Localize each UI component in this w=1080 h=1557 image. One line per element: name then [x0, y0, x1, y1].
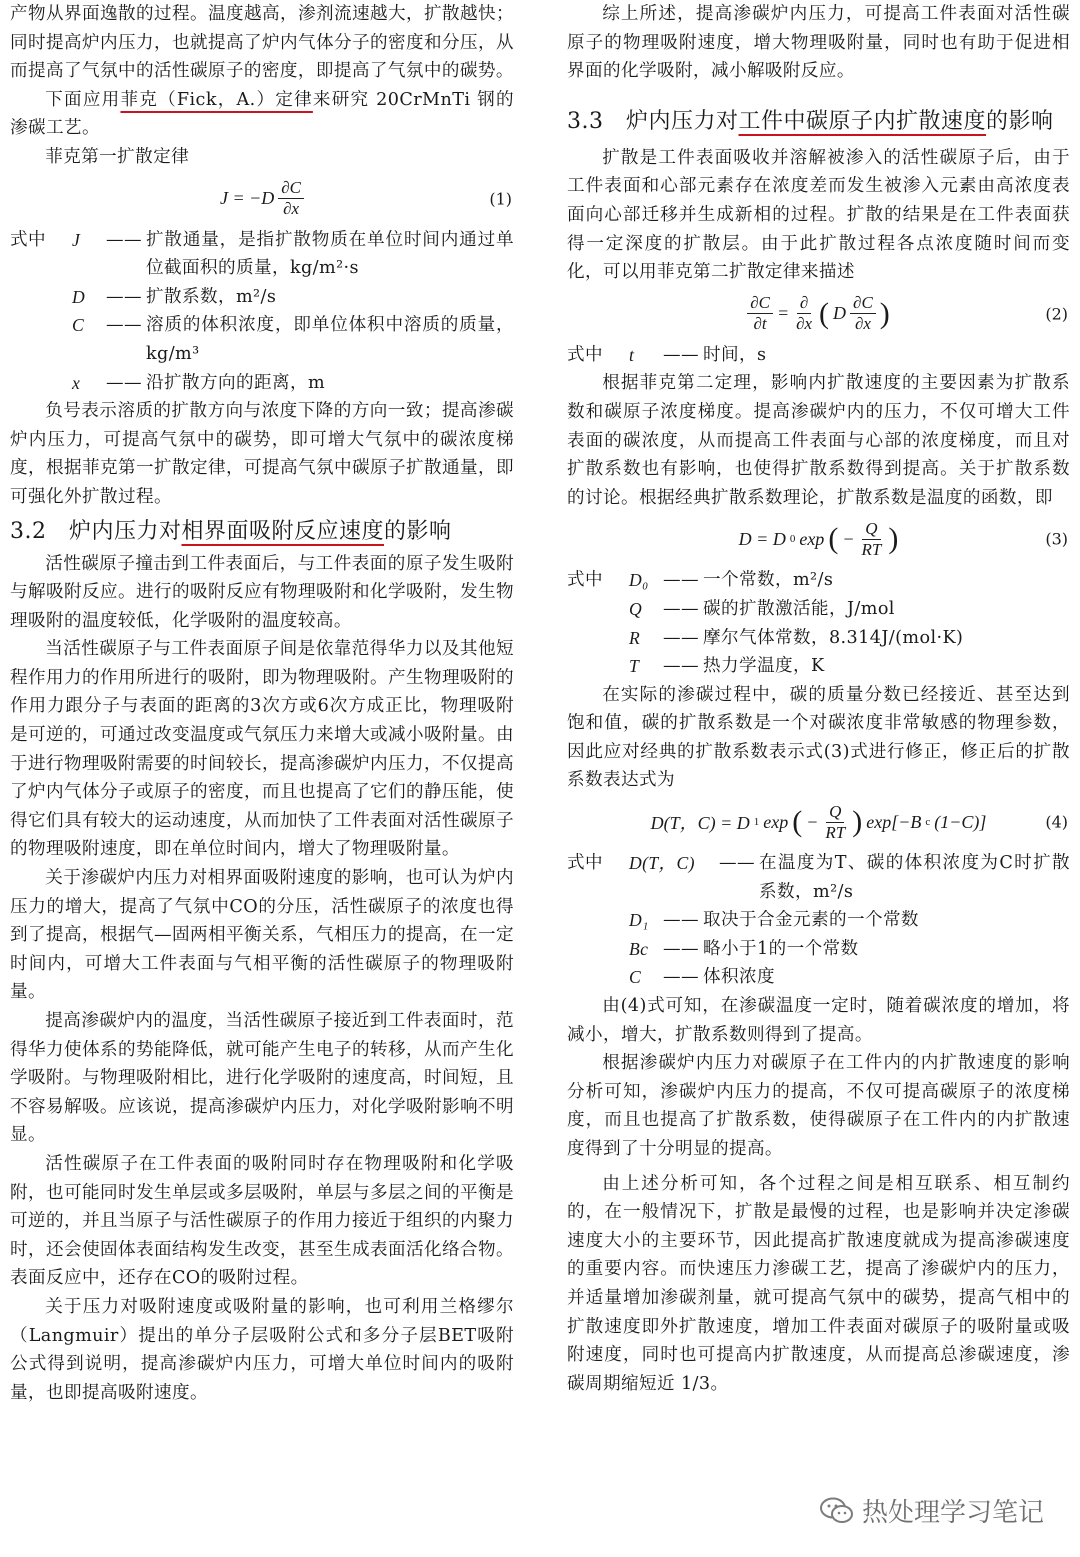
paragraph: 在实际的渗碳过程中，碳的质量分数已经接近、甚至达到饱和值，碳的扩散系数是一个对碳浓度非常敏感的物理参数，因此应对经典的扩散系数表示式(3)式进行修正，修正后的扩散系数表达式为	[567, 684, 1070, 791]
definition-text: 取决于合金元素的一个常数	[703, 910, 919, 931]
definition-text: 略小于1的一个常数	[703, 938, 859, 959]
definition-dash: ——	[106, 315, 142, 336]
definition-dash: ——	[663, 344, 699, 365]
definition-symbol: x	[72, 372, 81, 393]
definition-lead: 式中	[567, 853, 603, 874]
paragraph: 当活性碳原子与工件表面原子间是依靠范得华力以及其他短程作用力的作用所进行的吸附，即为物理吸附。产生物理吸附的作用力跟分子与表面的距离的3次方或6次方成正比，物理吸附是可逆的，可通过改变温度或气氛压力来增大或减小吸附量。由于进行物理吸附需要的时间较长，提高渗碳炉内压力，不仅提高了炉内气体分子或原子的密度，而且也提高了它们的静压能，使得它们具有较大的运动速度，从而加快了工件表面对活性碳原子的物理吸附速度，即在单位时间内，增大了物理吸附量。	[10, 639, 514, 860]
symbol-definitions	[567, 906, 1070, 992]
paragraph	[10, 86, 514, 143]
definition-row	[10, 226, 514, 283]
paragraph: 根据渗碳炉内压力对碳原子在工件内的内扩散速度的影响分析可知，渗碳炉内压力的提高，不仅可提高碳原子的浓度梯度，而且也提高了扩散系数，使得碳原子在工件内的内扩散速度得到了十分明显的提高。	[567, 1053, 1070, 1159]
definition-dash: ——	[106, 372, 142, 393]
definition-dash: ——	[663, 967, 699, 988]
definition-text: 时间，s	[703, 344, 767, 365]
heading-highlight: 相界面吸附反应速度	[181, 518, 385, 544]
symbol-definitions	[10, 226, 514, 398]
definition-text: 一个常数，m²/s	[703, 570, 834, 591]
definition-row	[10, 283, 514, 312]
definition-dash: ——	[663, 598, 699, 619]
definition-text: 溶质的体积浓度，即单位体积中溶质的质量，kg/m³	[146, 315, 514, 364]
paragraph: 关于渗碳炉内压力对相界面吸附速度的影响，也可认为炉内压力的增大，提高了气氛中CO的分压，活性碳原子的浓度也得到了提高，根据气—固两相平衡关系，气相压力的提高，在一定时间内，可增大工件表面与气相平衡的活性碳原子的物理吸附量。	[10, 868, 514, 1003]
paragraph: 提高渗碳炉内的温度，当活性碳原子接近到工件表面时，范得华力使体系的势能降低，就可能产生电子的转移，从而产生化学吸附。与物理吸附相比，进行化学吸附的速度高，时间短，且不容易解吸。应该说，提高渗碳炉内压力，对化学吸附影响不明显。	[10, 1011, 514, 1146]
definition-lead	[10, 283, 72, 312]
definition-row	[567, 595, 1070, 624]
definition-lead	[567, 624, 629, 653]
definition-row	[567, 566, 1070, 595]
definition-lead	[567, 595, 629, 624]
definition-dash: ——	[663, 570, 699, 591]
definition-text: 在温度为T、碳的体积浓度为C时扩散系数，m²/s	[759, 853, 1070, 902]
text-run: 来研究 20CrMnTi 钢的渗碳工艺。	[10, 89, 514, 139]
definition-symbol: C	[629, 967, 642, 988]
definition-symbol: C	[72, 315, 85, 336]
heading-highlight: 工件中碳原子内扩散速度	[738, 108, 987, 134]
definition-symbol: D	[72, 286, 86, 307]
paragraph: 关于压力对吸附速度或吸附量的影响，也可利用兰格缪尔（Langmuir）提出的单分子层吸附公式和多分子层BET吸附公式得到说明，提高渗碳炉内压力，可增大单位时间内的吸附量，也即提高吸附速度。	[10, 1296, 514, 1403]
definition-text: 扩散通量，是指扩散物质在单位时间内通过单位截面积的质量，kg/m²·s	[146, 229, 514, 279]
definition-symbol: Bc	[629, 938, 649, 959]
paragraph: 综上所述，提高渗碳炉内压力，可提高工件表面对活性碳原子的物理吸附速度，增大物理吸附量，同时也有助于促进相界面的化学吸附，减小解吸附反应。	[567, 4, 1070, 82]
heading-text: 3.3 炉内压力对	[567, 108, 739, 134]
definition-row	[567, 963, 1070, 992]
definition-row	[567, 906, 1070, 935]
paragraph: 负号表示溶质的扩散方向与浓度下降的方向一致；提高渗碳炉内压力，可提高气氛中的碳势，即可增大气氛中的碳浓度梯度，根据菲克第一扩散定律，可提高气氛中碳原子扩散通量，即可强化外扩散过程。	[10, 401, 514, 507]
definition-row	[567, 935, 1070, 964]
symbol-definitions	[567, 341, 1070, 370]
definition-symbol: T	[629, 656, 640, 677]
symbol-definitions	[567, 566, 1070, 680]
definition-dash: ——	[663, 656, 699, 677]
watermark-text: 热处理学习笔记	[861, 1498, 1044, 1528]
paragraph: 产物从界面逸散的过程。温度越高，渗剂流速越大，扩散越快；同时提高炉内压力，也就提高了炉内气体分子的密度和分压，从而提高了气氛中的活性碳原子的密度，即提高了气氛中的碳势。	[10, 4, 514, 82]
definition-text: 碳的扩散激活能，J/mol	[703, 598, 895, 619]
heading-text: 的影响	[384, 518, 452, 544]
paragraph: 由上述分析可知，各个过程之间是相互联系、相互制约的，在一般情况下，扩散是最慢的过程，也是影响并决定渗碳速度大小的主要环节，因此提高扩散速度就成为提高渗碳速度的重要内容。而快速压力渗碳工艺，提高了渗碳炉内的压力，并适量增加渗碳剂量，就可提高气氛中的碳势，提高气相中的扩散速度即外扩散速度，增加工件表面对碳原子的吸附量或吸附速度，同时也可提高内扩散速度，从而提高总渗碳速度，渗碳周期缩短近 1/3。	[567, 1173, 1070, 1394]
paragraph: 活性碳原子撞击到工件表面后，与工件表面的原子发生吸附与解吸附反应。进行的吸附反应有物理吸附和化学吸附，发生物理吸附的温度较低，化学吸附的温度较高。	[10, 553, 514, 631]
definition-symbol: R	[629, 627, 641, 648]
equation-4: D(T，C) = D 1 exp ( − $\frac{Q}{RT}$ ) exp[−B c (1−C)] (4)	[650, 801, 1068, 842]
section-heading-3-3	[567, 104, 1070, 140]
right-column	[567, 0, 1070, 1398]
definition-text: 摩尔气体常数，8.314J/(mol·K)	[703, 627, 964, 648]
left-column	[10, 0, 514, 1407]
definition-row	[567, 652, 1070, 681]
equation-number: (2)	[1045, 304, 1068, 324]
equation-1: J = −D $\frac{\partial C}{\partial x}$ (1)	[219, 178, 512, 219]
definition-lead: 式中	[10, 229, 46, 250]
paragraph: 根据菲克第二定理，影响内扩散速度的主要因素为扩散系数和碳原子浓度梯度。提高渗碳炉内的压力，不仅可增大工件表面的碳浓度，从而提高工件表面与心部的浓度梯度，而且对扩散系数也有影响，也使得扩散系数得到提高。关于扩散系数的讨论。根据经典扩散系数理论，扩散系数是温度的函数，即	[567, 373, 1070, 508]
heading-text: 3.2 炉内压力对	[10, 518, 182, 544]
definition-lead	[567, 652, 629, 681]
paragraph: 扩散是工件表面吸收并溶解被渗入的活性碳原子后，由于工件表面和心部元素存在浓度差而发生被渗入元素由高浓度表面向心部迁移并生成新相的过程。扩散的结果是在工件表面获得一定深度的扩散层。由于此扩散过程各点浓度随时间而变化，可以用菲克第二扩散定律来描述	[567, 147, 1070, 283]
definition-symbol: D₁	[629, 910, 649, 931]
equation-number: (1)	[489, 189, 512, 209]
definition-lead: 式中	[567, 344, 603, 365]
definition-text: 热力学温度，K	[703, 656, 825, 677]
definition-text: 扩散系数，m²/s	[146, 286, 277, 307]
definition-row: 式中 D(T，C) —— 在温度为T、碳的体积浓度为C时扩散系数，m²/s	[567, 849, 1070, 906]
text-run: 下面应用	[45, 89, 121, 110]
definition-dash: ——	[106, 229, 142, 250]
equation-number: (3)	[1045, 529, 1068, 549]
paragraph: 由(4)式可知，在渗碳温度一定时，随着碳浓度的增加，将减小，增大，扩散系数则得到了提高。	[567, 996, 1070, 1045]
definition-text: 体积浓度	[703, 967, 775, 988]
section-heading-3-2	[10, 514, 514, 550]
definition-lead	[567, 935, 629, 964]
paragraph: 活性碳原子在工件表面的吸附同时存在物理吸附和化学吸附，也可能同时发生单层或多层吸附，单层与多层之间的平衡是可逆的，并且当原子与活性碳原子的作用力接近于组织的内聚力时，还会使固体表面结构发生改变，甚至生成表面活化络合物。表面反应中，还存在CO的吸附过程。	[10, 1153, 514, 1289]
definition-row	[567, 624, 1070, 653]
definition-dash: ——	[106, 286, 142, 307]
definition-row	[10, 369, 514, 398]
definition-text: 沿扩散方向的距离，m	[146, 372, 326, 393]
fick-law-highlight: 菲克（Fick，A.）定律	[120, 89, 313, 110]
definition-row	[10, 311, 514, 368]
definition-symbol: D₀	[629, 570, 649, 591]
definition-symbol: J	[72, 229, 81, 250]
definition-row	[567, 341, 1070, 370]
definition-dash: ——	[663, 627, 699, 648]
equation-2: $\frac{\partial C}{\partial t}$ = $\frac{\partial}{\partial x}$ ( D $\frac{\partial C}{\partial x}$ ) (2)	[567, 287, 1070, 341]
definition-dash: ——	[663, 938, 699, 959]
definition-lead	[10, 311, 72, 368]
definition-lead: 式中	[567, 570, 603, 591]
symbol-definitions	[567, 849, 1070, 906]
watermark	[820, 1492, 1044, 1529]
definition-symbol: D(T，C)	[629, 853, 695, 874]
equation-number: (4)	[1045, 812, 1068, 832]
paragraph: 菲克第一扩散定律	[45, 146, 190, 167]
definition-lead	[567, 906, 629, 935]
equation-3: D = D 0 exp ( − $\frac{Q}{RT}$ ) (3)	[738, 518, 1068, 559]
definition-lead	[10, 369, 72, 398]
definition-symbol: Q	[629, 598, 643, 619]
wechat-icon	[820, 1497, 854, 1525]
heading-text: 的影响	[986, 108, 1054, 134]
definition-lead	[567, 963, 629, 992]
definition-dash: ——	[663, 910, 699, 931]
definition-symbol: t	[629, 344, 635, 365]
